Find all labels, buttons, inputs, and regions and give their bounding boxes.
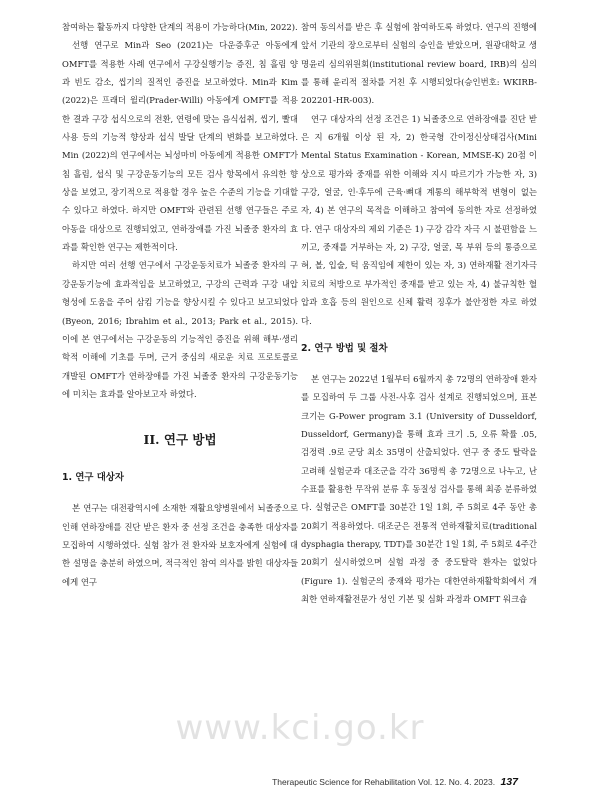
paragraph: 본 연구는 2022년 1월부터 6월까지 총 72명의 연하장애 환자를 모집하여 두 그룹 사전-사후 검사 설계로 진행되었으며, 표본 크기는 G-Power program 3.1 (University of Dusseldorf, Dusseldorf, Germany)을 통해 효과 크기 .5, 오류 확률 .05, 검정력 .9로 군당 최소 35명이 산출되었다. 연구 중 중도 탈락을 고려해 실험군과 대조군을 각각 36명씩 총 72명으로 나누고, 난수표를 활용한 무작위 분류 후 동질성 검사를 통해 최종 분류하였다. 실험군은 OMFT를 30분간 1일 1회, 주 5회로 4주 동안 총 20회기 적용하였다. 대조군은 전통적 연하재활치료(traditional dysphagia therapy, TDT)를 30분간 1일 1회, 주 5회로 4주간 20회기 실시하였으며 실험 과정 중 중도탈락 환자는 없었다(Figure 1). 실험군의 중재와 평가는 대한연하재활학회에서 개최한 연하재활전문가 성인 기본 및 심화 과정과 OMFT 워크숍 bbox=[301, 373, 537, 604]
paragraph: 선행 연구로 Min과 Seo (2021)는 다운증후군 아동에게 OMFT를 적용한 사례 연구에서 구강실행기능 증진, 침 흘림 양과 빈도 감소, 씹기의 질적인 증진을 보고하였다. Min과 Kim (2022)은 프래더 윌리(Prader-Willi) 아동에게 OMFT를 적용한 결과 구강 섭식으로의 전환, 연령에 맞는 음식섭취, 씹기, 빨대 사용 등의 기능적 향상과 섭식 발달 단계의 변화를 보고하였다. Min (2022)의 연구에서는 뇌성마비 아동에게 적용한 OMFT가 침 흘림, 섭식 및 구강운동기능의 모든 검사 항목에서 유의한 향상을 보였고, 장기적으로 적용할 경우 높은 수준의 기능을 기대할 수 있다고 하였다. 하지만 OMFT와 관련된 선행 연구들은 주로 아동을 대상으로 진행되었고, 연하장애를 가진 뇌졸중 환자의 효과를 확인한 연구는 제한적이다. bbox=[62, 40, 298, 253]
paragraph: 본 연구는 대전광역시에 소재한 재활요양병원에서 뇌졸중으로 인해 연하장애를 진단 받은 환자 중 선정 조건을 충족한 대상자를 모집하여 시행하였다. 실험 참가 전 환자와 보호자에게 실험에 대한 설명을 충분히 하였으며, 적극적인 참여 의사를 밝힌 대상자들에게 연구 bbox=[62, 503, 298, 587]
right-column bbox=[301, 18, 537, 608]
paragraph: 연구 대상자의 선정 조건은 1) 뇌졸중으로 연하장애를 진단 받은 지 6개월 이상 된 자, 2) 한국형 간이정신상태검사(Mini Mental Status Examination - Korean, MMSE-K) 20점 이상으로 평가와 중재를 위한 이해와 지시 따르기가 가능한 자, 3) 구강, 얼굴, 인·후두에 근육·뼈대 계통의 해부학적 변형이 없는 자, 4) 본 연구의 목적을 이해하고 참여에 동의한 자로 선정하였다. 연구 대상자의 제외 기준은 1) 구강 감각 자극 시 불편함을 느끼고, 중재를 거부하는 자, 2) 구강, 얼굴, 목 부위 등의 통증으로 혀, 볼, 입술, 턱 움직임에 제한이 있는 자, 3) 연하재활 전기자극치료의 처방으로 부가적인 중재를 받고 있는 자, 4) 불규칙한 혈압과 호흡 등의 원인으로 신체 활력 징후가 불안정한 자로 하였다. bbox=[301, 113, 537, 326]
watermark: www.kci.go.kr bbox=[175, 708, 425, 748]
journal-citation: Therapeutic Science for Rehabilitation Vol. 12. No. 4. 2023. bbox=[272, 777, 496, 787]
page-footer bbox=[272, 776, 518, 788]
paragraph: 참여 동의서를 받은 후 실험에 참여하도록 하였다. 연구의 진행에 앞서 기관의 장으로부터 실험의 승인을 받았으며, 원광대학교 생명윤리 심의위원회(institutional review board, IRB)의 심의를 통해 윤리적 절차를 거친 후 시행되었다(승인번호: WKIRB-202201-HR-003). bbox=[301, 22, 537, 106]
paragraph: 하지만 여러 선행 연구에서 구강운동치료가 뇌졸중 환자의 구강운동기능에 효과적임을 보고하였고, 구강의 근력과 구강 내압 형성에 도움을 주어 삼킴 기능을 향상시킬 수 있다고 보고되었다(Byeon, 2016; Ibrahim et al., 2013; Park et al., 2015). 이에 본 연구에서는 구강운동의 기능적인 증진을 위해 해부·생리학적 이해에 기초를 두며, 근거 중심의 새로운 치료 프로토콜로 개발된 OMFT가 연하장애를 가진 뇌졸중 환자의 구강운동기능에 미치는 효과를 알아보고자 하였다. bbox=[62, 260, 298, 399]
subsection-title: 2. 연구 방법 및 절차 bbox=[301, 342, 388, 354]
left-column bbox=[62, 18, 298, 591]
page-number: 137 bbox=[500, 776, 518, 788]
section-title: II. 연구 방법 bbox=[143, 432, 217, 448]
subsection-title: 1. 연구 대상자 bbox=[62, 472, 124, 484]
paragraph: 참여하는 활동까지 다양한 단계의 적용이 가능하다(Min, 2022). bbox=[62, 22, 298, 32]
